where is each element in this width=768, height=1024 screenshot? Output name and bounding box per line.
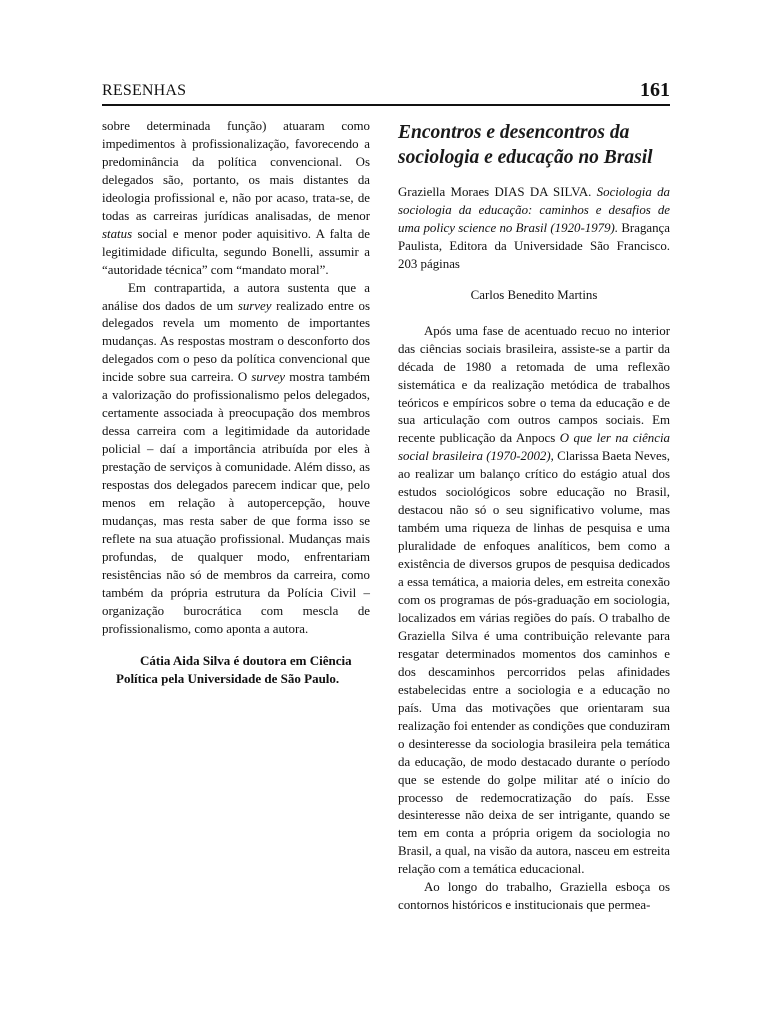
running-header [102,78,670,106]
left-paragraph-2: Em contrapartida, a autora sustenta que a análise dos dados de um survey realizado entre os delegados revela um momento de importantes mudanças. As respostas mostram o desconforto dos delegados com o peso da política convencional que incide sobre sua carreira. O survey mostra também a valorização do profissionalismo pelos delegados, certamente associada à preocupação dos membros dessa carreira com a legitimidade da autoridade policial – daí a importância atribuída por eles à prestação de serviços à comunidade. Além disso, as respostas dos delegados parecem indicar que, pelo menos em relação à autopercepção, houve mudanças, mas resta saber de que forma isso se reflete na sua atuação profissional. Mudanças mais profundas, de qualquer modo, enfrentariam resistências não só de membros da carreira, como também da própria estrutura da Polícia Civil – organização burocrática com mescla de profissionalismo, como aponta a autora. [102,280,370,636]
left-paragraph-1: sobre determinada função) atuaram como impedimentos à profissionalização, favorecendo a predominância da política convencional. Os delegados são, portanto, os mais distantes da ideologia profissional e, não por acaso, trata-se, de todas as carreiras jurídicas analisadas, de menor status social e menor poder aquisitivo. A falta de legitimidade dificulta, segundo Bonelli, assumir a “autoridade técnica” com “mandato moral”. [102,119,370,277]
right-column [398,120,670,915]
reviewer-name: Carlos Benedito Martins [470,287,598,302]
author-bio: Cátia Aida Silva é doutora em Ciência Política pela Universidade de São Paulo. [116,652,352,686]
review-title: Encontros e desencontros da sociologia e educação no Brasil [398,122,653,168]
page-number: 161 [640,79,670,101]
section-title: RESENHAS [102,82,187,99]
left-column [102,118,370,688]
right-paragraph-1: Após uma fase de acentuado recuo no interior das ciências sociais brasileira, assiste-se a partir da década de 1980 a retomada de uma reflexão sistemática e da realização metódica de trabalhos teóricos e empíricos sobre o tema da educação e de sua articulação com outros campos sociais. Em recente publicação da Anpocs O que ler na ciência social brasileira (1970-2002), Clarissa Baeta Neves, ao realizar um balanço crítico do estágio atual dos estudos sociológicos sobre educação no Brasil, destacou não só o seu significativo volume, mas também uma riqueza de linhas de pesquisa e uma pluralidade de enfoques analíticos, bem como a existência de diversos grupos de pesquisa dedicados a essa temática, a maioria deles, em estreita conexão com os programas de pós-graduação em sociologia, localizados em várias regiões do país. O trabalho de Graziella Silva é uma contribuição relevante para resgatar determinados momentos dos caminhos e dos descaminhos percorridos pelas afinidades estabelecidas entre a sociologia e a educação no país. Uma das motivações que orientaram sua realização foi entender as condições que conduziram o desinteresse da sociologia brasileira pela temática da educação, de modo destacado durante o período que se estende do golpe militar até o início do processo de redemocratização do país. Esse desinteresse não deixa de ser intrigante, quando se tem em conta a própria origem da sociologia no Brasil, a qual, na visão da autora, nasceu em estreita relação com a temática educacional. [398,323,670,877]
right-paragraph-2: Ao longo do trabalho, Graziella esboça os contornos históricos e institucionais que permea- [398,880,670,913]
book-reference: Graziella Moraes DIAS DA SILVA. Sociologia da sociologia da educação: caminhos e desafios de uma policy science no Brasil (1920-1979). Bragança Paulista, Editora da Universidade São Francisco. 203 páginas [398,185,671,271]
